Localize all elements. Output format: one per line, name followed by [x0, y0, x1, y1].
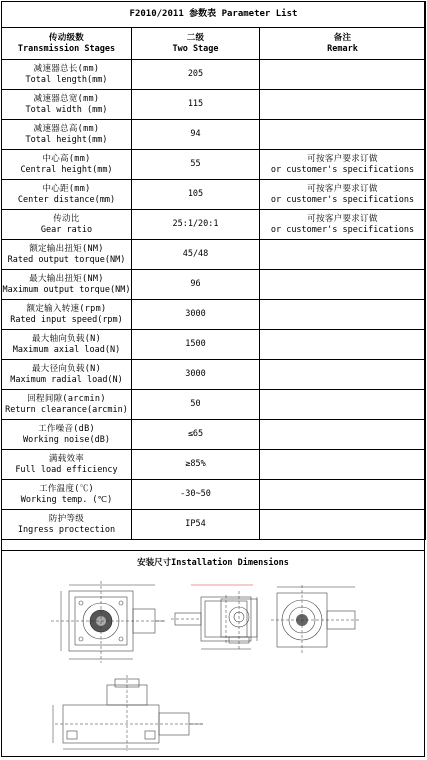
param-label-zh: 额定输入转速(rpm): [26, 303, 107, 314]
param-value: 115: [132, 90, 260, 120]
param-label-en: Working temp. (℃): [20, 494, 113, 505]
param-label-zh: 工作噪音(dB): [38, 423, 95, 434]
param-label-zh: 工作温度(℃): [39, 483, 94, 494]
table-row: [2, 480, 426, 510]
param-remark: [260, 210, 426, 240]
param-label-en: Gear ratio: [40, 224, 93, 235]
param-label: [2, 300, 132, 330]
table-row: [2, 300, 426, 330]
param-label-zh: 减速器总高(mm): [33, 123, 100, 134]
header-two-stage: [132, 28, 260, 60]
param-remark-zh: 可按客户要求订做: [307, 213, 378, 224]
table-row: [2, 150, 426, 180]
param-value: 3000: [132, 300, 260, 330]
param-label: [2, 420, 132, 450]
param-label-en: Return clearance(arcmin): [5, 404, 128, 415]
param-value: -30~50: [132, 480, 260, 510]
param-value: 1500: [132, 330, 260, 360]
param-remark: [260, 390, 426, 420]
param-label-zh: 最大轴向负载(N): [31, 333, 102, 344]
param-remark: [260, 120, 426, 150]
table-title: F2010/2011 参数表 Parameter List: [2, 2, 426, 28]
param-remark: [260, 360, 426, 390]
param-label-en: Full load efficiency: [15, 464, 118, 475]
param-label-zh: 最大径向负载(N): [31, 363, 102, 374]
param-label-zh: 传动比: [53, 213, 80, 224]
param-label: [2, 510, 132, 540]
param-value: ≤65: [132, 420, 260, 450]
param-label: [2, 240, 132, 270]
param-value: IP54: [132, 510, 260, 540]
param-value: ≥85%: [132, 450, 260, 480]
drawing-profile-view: [213, 589, 265, 653]
param-label: [2, 330, 132, 360]
param-value: 55: [132, 150, 260, 180]
param-label-en: Ingress proctection: [17, 524, 116, 535]
param-label-zh: 防护等级: [48, 513, 85, 524]
param-value: 205: [132, 60, 260, 90]
table-row: [2, 90, 426, 120]
table-row: [2, 450, 426, 480]
header-remark: [260, 28, 426, 60]
table-row: [2, 420, 426, 450]
param-label: [2, 210, 132, 240]
param-remark: [260, 60, 426, 90]
table-row: [2, 270, 426, 300]
param-label-en: Maximum axial load(N): [12, 344, 121, 355]
param-value: 94: [132, 120, 260, 150]
param-remark-en: or customer's specifications: [270, 194, 415, 205]
param-label-zh: 中心距(mm): [42, 183, 91, 194]
param-remark: [260, 180, 426, 210]
param-label-zh: 中心高(mm): [42, 153, 91, 164]
param-remark-zh: 可按客户要求订做: [307, 153, 378, 164]
param-remark-zh: 可按客户要求订做: [307, 183, 378, 194]
header-two-stage-en: Two Stage: [172, 43, 219, 54]
param-label-en: Center distance(mm): [17, 194, 116, 205]
param-label: [2, 150, 132, 180]
param-remark: [260, 270, 426, 300]
table-row: [2, 510, 426, 540]
param-value: 105: [132, 180, 260, 210]
table-row: [2, 120, 426, 150]
param-label-en: Rated input speed(rpm): [10, 314, 123, 325]
header-stages-en: Transmission Stages: [17, 43, 116, 54]
param-label: [2, 90, 132, 120]
parameter-table: [1, 1, 426, 540]
param-value: 96: [132, 270, 260, 300]
param-label: [2, 450, 132, 480]
param-label-en: Maximum radial load(N): [10, 374, 123, 385]
param-label-zh: 满载效率: [48, 453, 85, 464]
param-value: 50: [132, 390, 260, 420]
table-row: [2, 360, 426, 390]
param-remark: [260, 420, 426, 450]
param-remark: [260, 150, 426, 180]
param-label-en: Total height(mm): [25, 134, 108, 145]
header-remark-zh: 备注: [333, 32, 352, 43]
param-label: [2, 360, 132, 390]
param-value: 45/48: [132, 240, 260, 270]
param-label-zh: 额定输出扭矩(NM): [29, 243, 104, 254]
param-remark: [260, 480, 426, 510]
header-stages-zh: 传动级数: [48, 32, 85, 43]
table-row: [2, 240, 426, 270]
param-label-en: Total length(mm): [25, 74, 108, 85]
param-label-en: Rated output torque(NM): [7, 254, 126, 265]
param-remark-en: or customer's specifications: [270, 164, 415, 175]
table-row: [2, 180, 426, 210]
table-row: [2, 390, 426, 420]
param-label-zh: 最大输出扭矩(NM): [29, 273, 104, 284]
table-row: [2, 210, 426, 240]
installation-title: 安装尺寸Installation Dimensions: [137, 558, 289, 568]
param-remark: [260, 240, 426, 270]
table-row: [2, 60, 426, 90]
param-label-en: Working noise(dB): [23, 434, 110, 445]
param-label-zh: 减速器总长(mm): [33, 63, 100, 74]
param-value: 25:1/20:1: [132, 210, 260, 240]
param-label: [2, 180, 132, 210]
param-value: 3000: [132, 360, 260, 390]
param-label: [2, 120, 132, 150]
param-label: [2, 390, 132, 420]
param-label-zh: 回程间隙(arcmin): [27, 393, 106, 404]
param-remark: [260, 330, 426, 360]
header-two-stage-zh: 二级: [186, 32, 205, 43]
header-stages: [2, 28, 132, 60]
param-label-en: Maximum output torque(NM): [2, 284, 131, 295]
param-remark-en: or customer's specifications: [270, 224, 415, 235]
drawing-end-view: [271, 581, 361, 661]
param-label-en: Total width (mm): [25, 104, 108, 115]
installation-section: [1, 550, 425, 758]
table-row: [2, 330, 426, 360]
param-label: [2, 480, 132, 510]
param-label: [2, 270, 132, 300]
drawing-elevation-view: [47, 675, 207, 755]
drawing-front-view: [41, 577, 169, 665]
param-remark: [260, 300, 426, 330]
param-remark: [260, 90, 426, 120]
header-remark-en: Remark: [327, 43, 358, 54]
param-label-zh: 减速器总宽(mm): [33, 93, 100, 104]
param-label: [2, 60, 132, 90]
param-remark: [260, 450, 426, 480]
param-remark: [260, 510, 426, 540]
param-label-en: Central height(mm): [20, 164, 113, 175]
